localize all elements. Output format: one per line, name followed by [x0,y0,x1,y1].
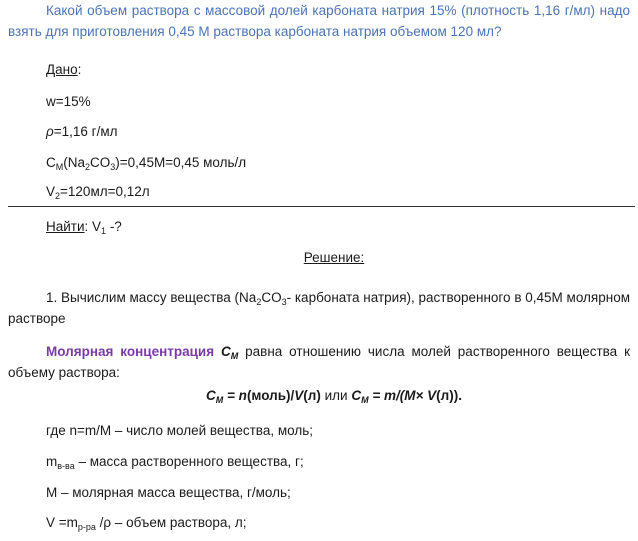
find-line: Найти: $V_1$ -? [46,219,122,236]
given-mass-fraction: w=15% [46,94,91,109]
problem-text: Какой объем раствора с массовой долей карбоната натрия 15% (плотность 1,16 г/мл) надо взять для приготовления 0,45 М раствора карбоната натрия объемом 120 мл? [8,3,630,39]
solution-heading: Решение: [303,250,365,265]
given-heading: Дано: [46,62,82,77]
problem-statement [0,0,638,42]
given-density: ρ=1,16 г/мл [46,124,118,139]
where-m: $m_{в-ва}$ – масса растворенного вещества, г; [46,454,304,471]
formula: $C_M$ = n(моль)/V(л) или $C_M = m/(M\times V(л))$. [206,388,462,405]
find-label: Найти [46,219,85,234]
given-label: Дано [46,62,78,77]
given-molar-concentration: $C_M(Na_2CO_3)=0,45M=0,45$ моль/л [46,155,247,172]
where-molar-mass: M – молярная масса вещества, г/моль; [46,485,291,500]
given-volume: $V_2=120мл=0,12л$ [46,184,150,201]
given-divider [8,206,635,207]
where-n: где n=m/M – число молей вещества, моль; [46,423,313,438]
where-volume: $V =m_{р-ра}$ /ρ – объем раствора, л; [46,515,247,532]
step-1: 1. Вычислим массу вещества ($Na_2CO_3-$ карбоната натрия), растворенного в 0,45М молярном растворе [8,290,630,326]
molar-concentration-definition: Молярная концентрация $C_M$ равна отношению числа молей растворенного вещества к объему раствора: [8,344,630,380]
definition-term: Молярная концентрация [46,344,215,359]
